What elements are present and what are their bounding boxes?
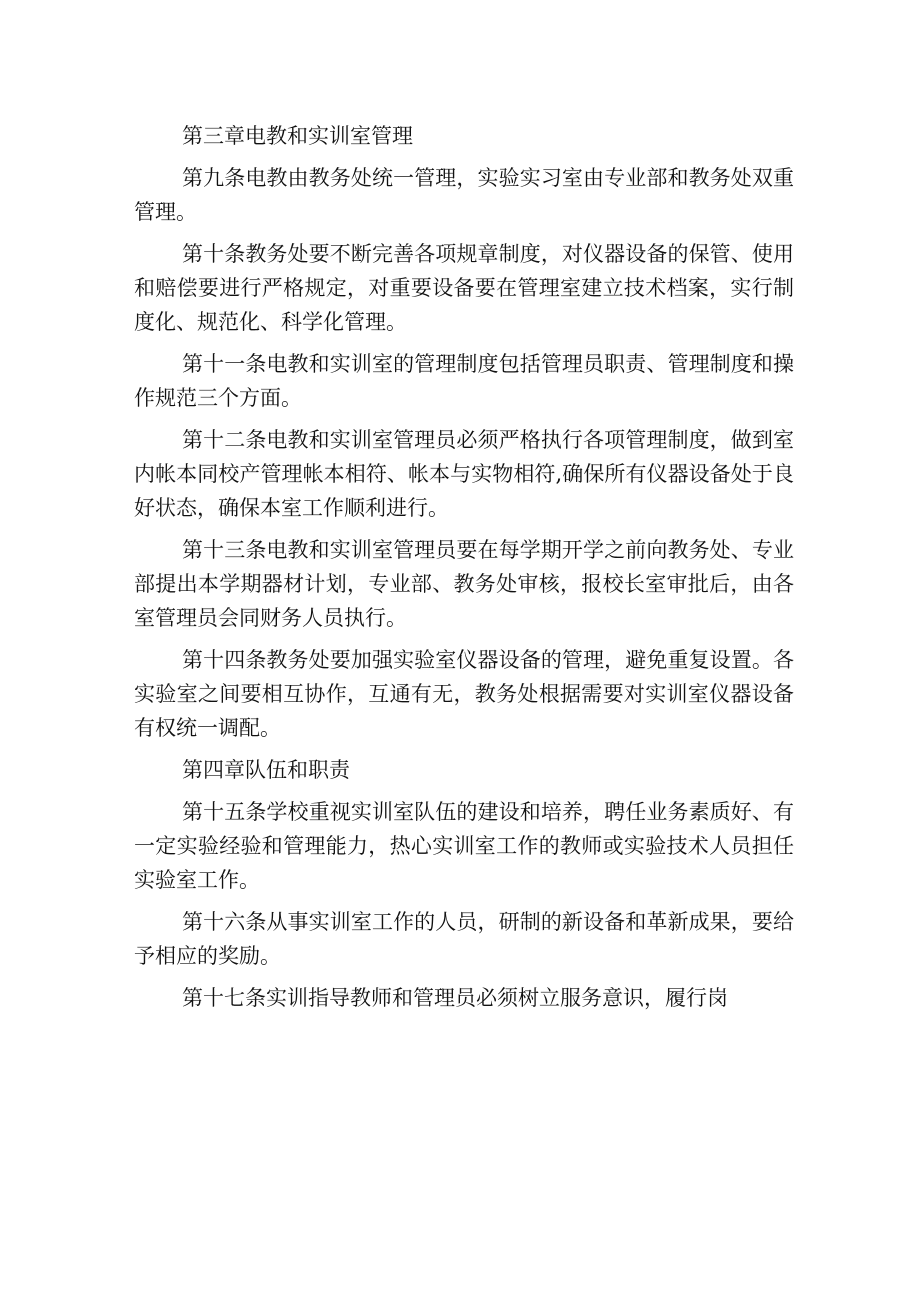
- chapter-heading: 第四章队伍和职责: [182, 758, 350, 782]
- article-paragraph: 第十二条电教和实训室管理员必须严格执行各项管理制度，做到室内帐本同校产管理帐本相符、帐本与实物相符,确保所有仪器设备处于良好状态，确保本室工作顺利进行。: [134, 428, 794, 520]
- article-paragraph: 第十四条教务处要加强实验室仪器设备的管理，避免重复设置。各实验室之间要相互协作，互通有无，教务处根据需要对实训室仪器设备有权统一调配。: [134, 648, 794, 740]
- article-paragraph: 第十条教务处要不断完善各项规章制度，对仪器设备的保管、使用和赔偿要进行严格规定，对重要设备要在管理室建立技术档案，实行制度化、规范化、科学化管理。: [134, 242, 794, 334]
- article-paragraph: 第十七条实训指导教师和管理员必须树立服务意识，履行岗: [182, 986, 728, 1010]
- chapter-heading: 第三章电教和实训室管理: [182, 124, 413, 148]
- article-paragraph: 第十五条学校重视实训室队伍的建设和培养，聘任业务素质好、有一定实验经验和管理能力，热心实训室工作的教师或实验技术人员担任实验室工作。: [134, 800, 794, 892]
- article-paragraph: 第十三条电教和实训室管理员要在每学期开学之前向教务处、专业部提出本学期器材计划，专业部、教务处审核，报校长室审批后，由各室管理员会同财务人员执行。: [134, 538, 794, 630]
- document-body: [134, 119, 794, 1023]
- article-paragraph: 第九条电教由教务处统一管理，实验实习室由专业部和教务处双重管理。: [134, 166, 794, 224]
- article-paragraph: 第十一条电教和实训室的管理制度包括管理员职责、管理制度和操作规范三个方面。: [134, 352, 794, 410]
- article-paragraph: 第十六条从事实训室工作的人员，研制的新设备和革新成果，要给予相应的奖励。: [134, 910, 794, 968]
